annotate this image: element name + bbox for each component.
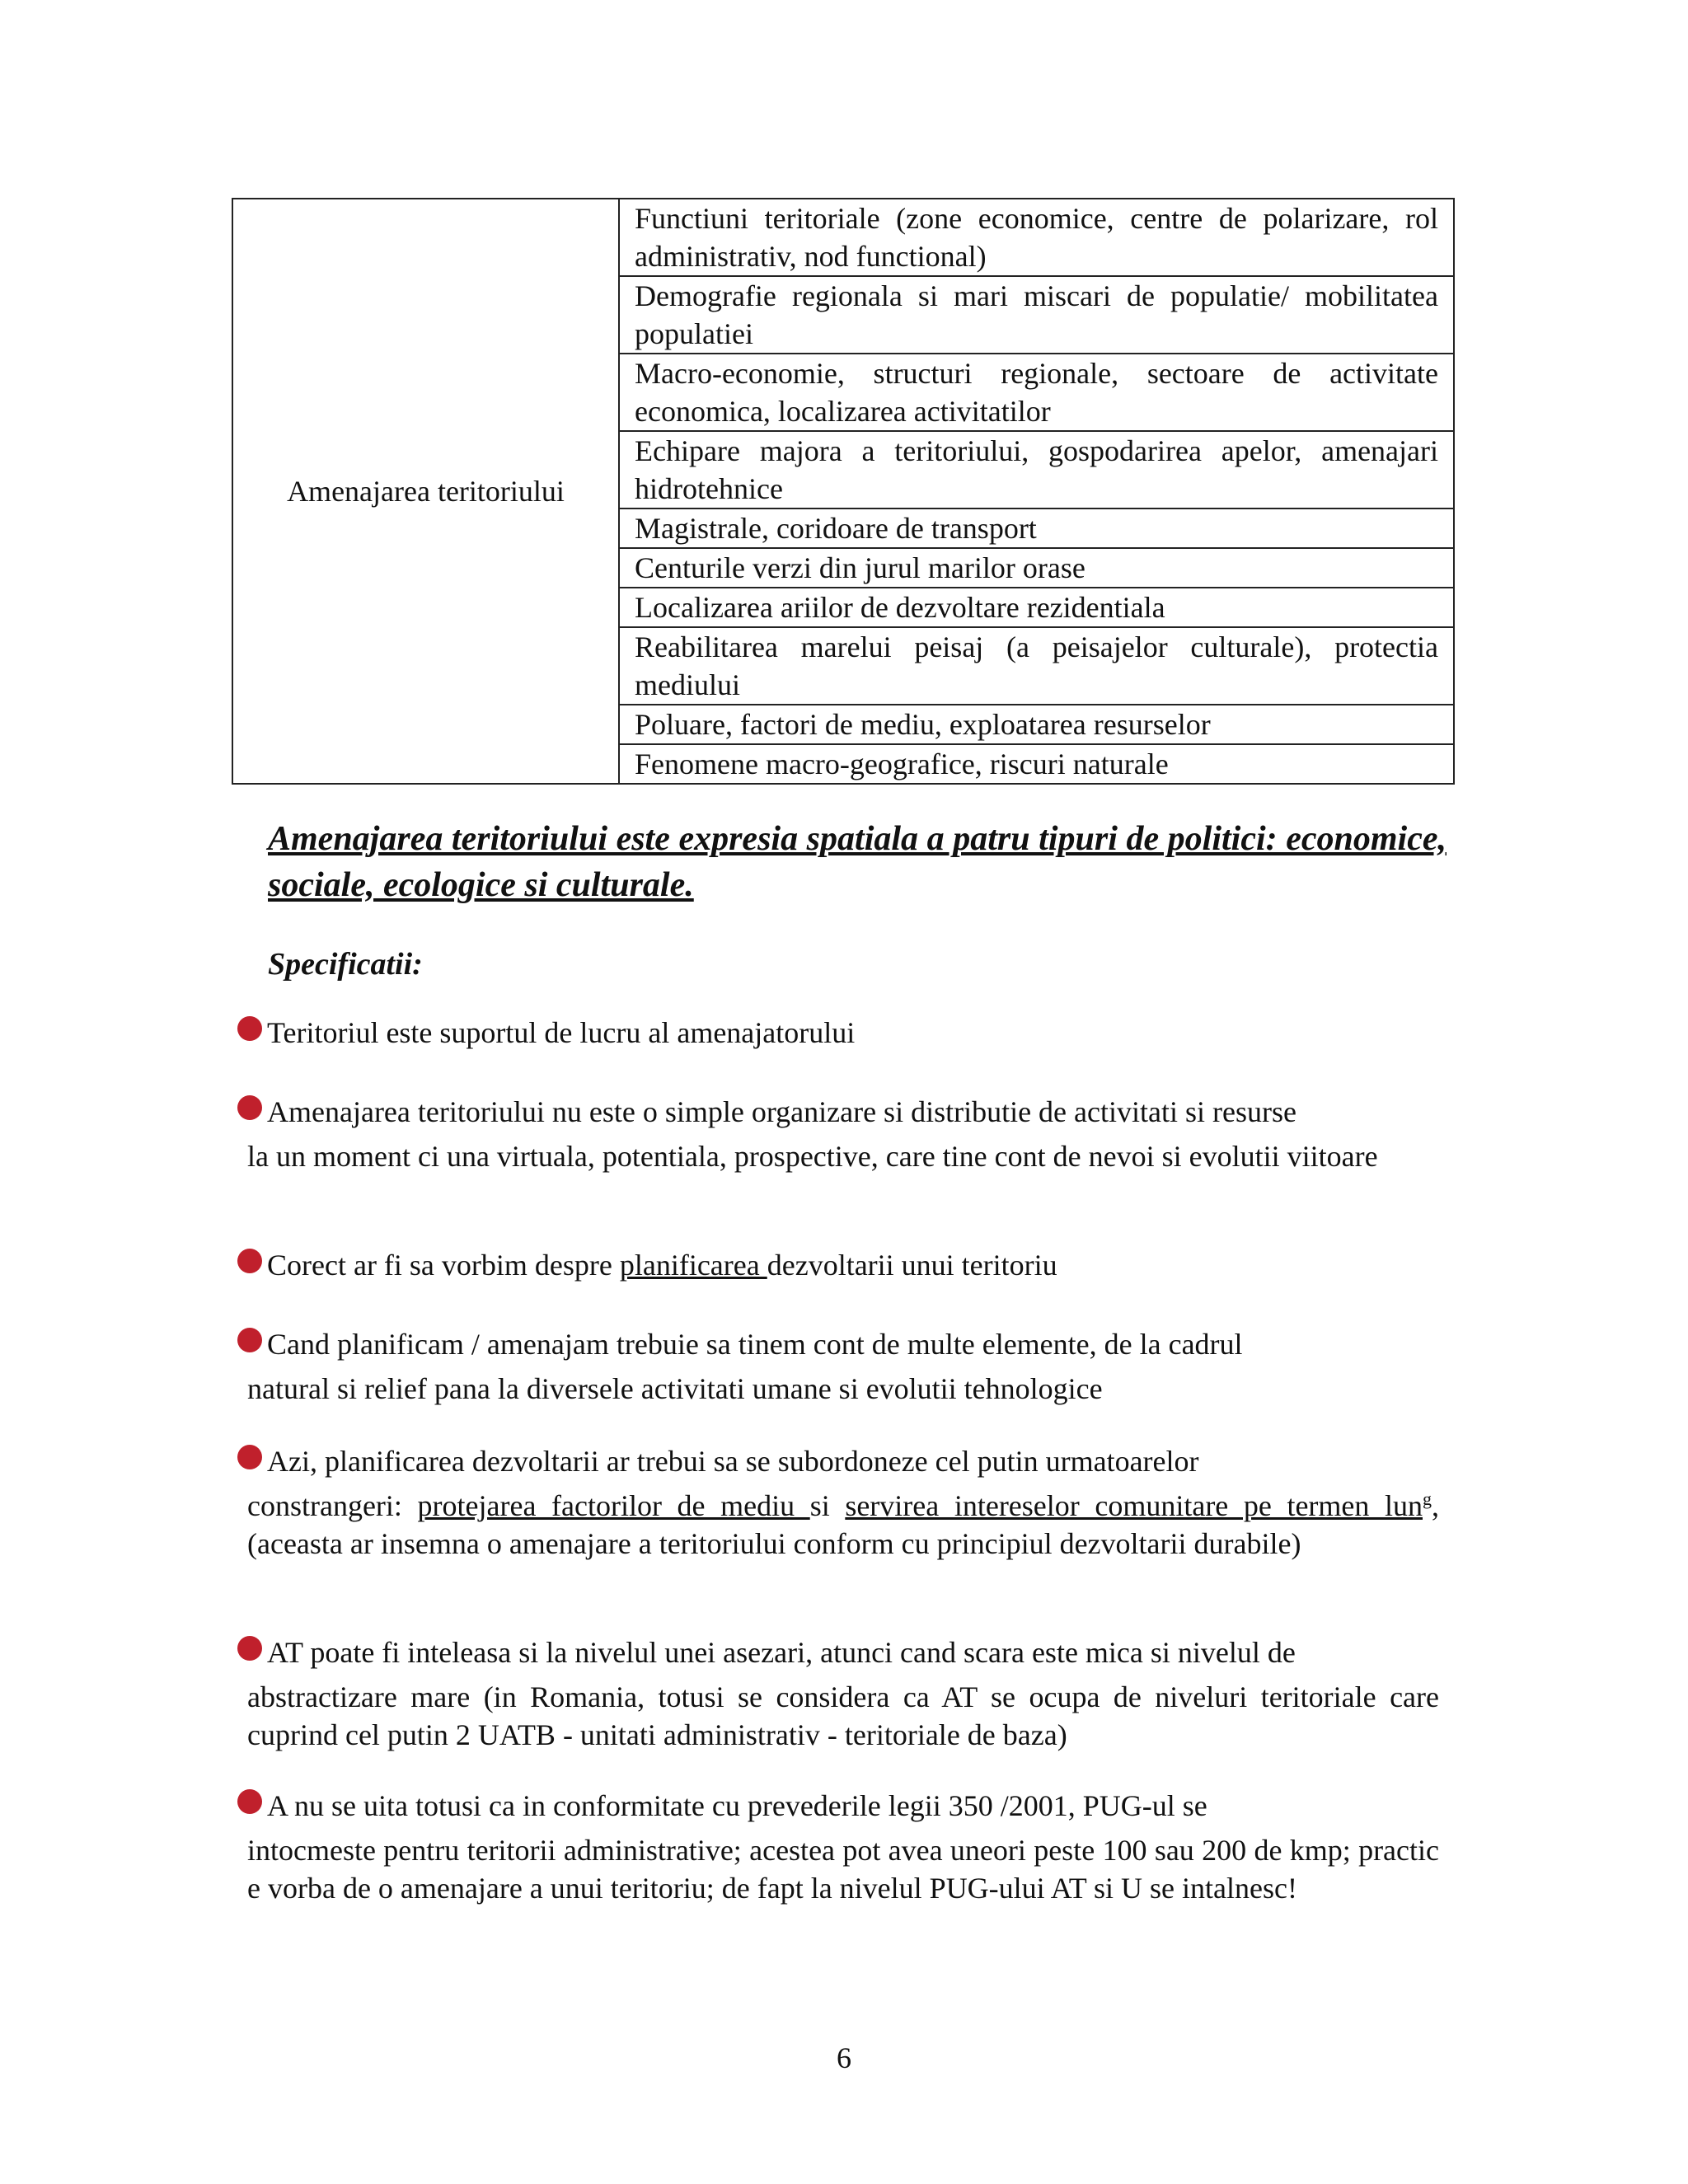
bullet-dot-icon bbox=[237, 1095, 262, 1120]
bullet-paragraph-3: Corect ar fi sa vorbim despre planificarea dezvoltarii unui teritoriu bbox=[247, 1246, 1439, 1291]
table-row: Echipare majora a teritoriului, gospodarirea apelor, amenajari hidrotehnice bbox=[619, 431, 1454, 509]
table-row: Magistrale, coridoare de transport bbox=[619, 509, 1454, 548]
bullet-paragraph-5: Azi, planificarea dezvoltarii ar trebui sa se subordoneze cel putin urmatoarelor constrangeri: protejarea factorilor de mediu si servirea intereselor comunitare pe termen lun$^g$, (aceasta ar insemna o amenajare a teritoriului conform cu principiul dezvoltarii durabile) bbox=[247, 1442, 1439, 1563]
bullet-dot-icon bbox=[237, 1249, 262, 1273]
table-left-label: Amenajarea teritoriului bbox=[232, 199, 619, 784]
table-row: Localizarea ariilor de dezvoltare rezidentiala bbox=[619, 588, 1454, 627]
bullet-paragraph-2: Amenajarea teritoriului nu este o simple organizare si distributie de activitati si resurse la un moment ci una virtuala, potentiala, prospective, care tine cont de nevoi si evolutii viitoare bbox=[247, 1093, 1439, 1175]
table-row: Centurile verzi din jurul marilor orase bbox=[619, 548, 1454, 588]
bullet-dot-icon bbox=[237, 1789, 262, 1814]
page-number: 6 bbox=[837, 2041, 851, 2074]
bullet-dot-icon bbox=[237, 1328, 262, 1352]
bullet-dot-icon bbox=[237, 1636, 262, 1661]
table-row: Macro-economie, structuri regionale, sectoare de activitate economica, localizarea activitatilor bbox=[619, 354, 1454, 431]
table-row: Demografie regionala si mari miscari de populatie/ mobilitatea populatiei bbox=[619, 276, 1454, 354]
table-row: Poluare, factori de mediu, exploatarea resurselor bbox=[619, 705, 1454, 744]
table-row: Functiuni teritoriale (zone economice, centre de polarizare, rol administrativ, nod functional) bbox=[619, 199, 1454, 276]
table-row: Fenomene macro-geografice, riscuri naturale bbox=[619, 744, 1454, 784]
topics-table bbox=[232, 198, 1455, 785]
headline: Amenajarea teritoriului este expresia spatiala a patru tipuri de politici: economice, sociale, ecologice si culturale. bbox=[268, 820, 1447, 904]
bullet-paragraph-4: Cand planificam / amenajam trebuie sa tinem cont de multe elemente, de la cadrul natural si relief pana la diversele activitati umane si evolutii tehnologice bbox=[247, 1325, 1439, 1408]
bullet-paragraph-1: Teritoriul este suportul de lucru al amenajatorului bbox=[247, 1014, 1439, 1058]
table-row: Reabilitarea marelui peisaj (a peisajelor culturale), protectia mediului bbox=[619, 627, 1454, 705]
bullet-dot-icon bbox=[237, 1445, 262, 1469]
bullet-paragraph-6: AT poate fi inteleasa si la nivelul unei asezari, atunci cand scara este mica si nivelul de abstractizare mare (in Romania, totusi se considera ca AT se ocupa de niveluri teritoriale care cuprind cel putin 2 UATB - unitati administrativ - teritoriale de baza) bbox=[247, 1633, 1439, 1754]
specifications-title: Specificatii: bbox=[268, 947, 423, 982]
bullet-paragraph-7: A nu se uita totusi ca in conformitate cu prevederile legii 350 /2001, PUG-ul se intocmeste pentru teritorii administrative; acestea pot avea uneori peste 100 sau 200 de kmp; practic e vorba de o amenajare a unui teritoriu; de fapt la nivelul PUG-ului AT si U se intalnesc! bbox=[247, 1787, 1439, 1907]
bullet-dot-icon bbox=[237, 1016, 262, 1041]
